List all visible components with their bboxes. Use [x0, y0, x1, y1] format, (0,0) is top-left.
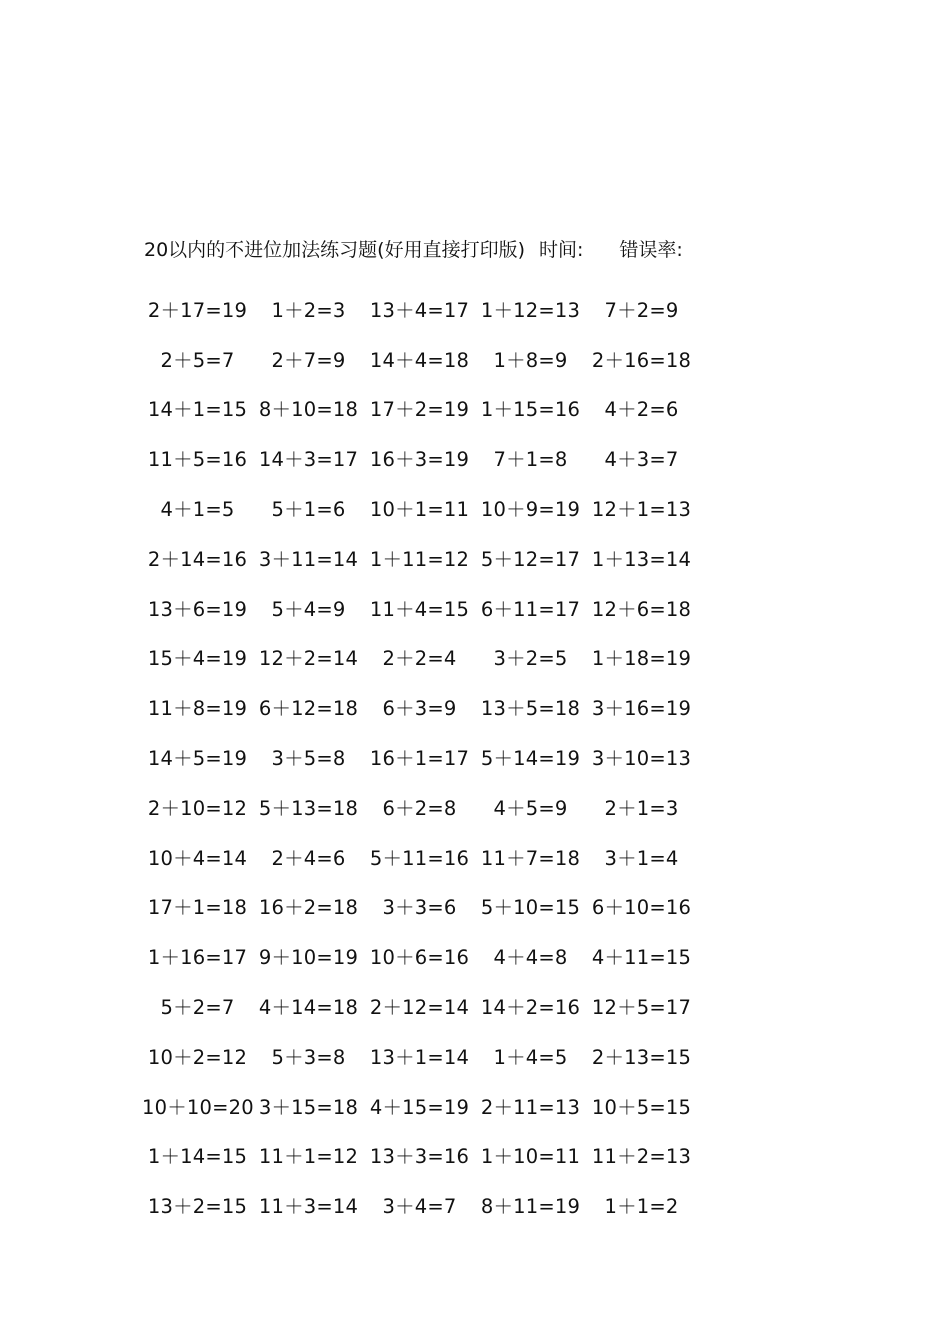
problem-item: 11＋8=19 — [147, 697, 248, 721]
problem-row — [142, 334, 722, 384]
problem-item: 3＋4=7 — [382, 1195, 457, 1219]
problem-item: 2＋4=6 — [271, 846, 346, 870]
problem-item: 16＋3=19 — [369, 448, 470, 472]
problem-row — [142, 981, 722, 1031]
problem-item: 1＋16=17 — [147, 946, 248, 970]
problem-item: 1＋4=5 — [493, 1045, 568, 1069]
time-label: 时间: — [539, 239, 584, 261]
problem-item: 13＋5=18 — [480, 697, 581, 721]
problem-item: 12＋6=18 — [591, 597, 692, 621]
problem-item: 3＋2=5 — [493, 647, 568, 671]
problem-item: 6＋3=9 — [382, 697, 457, 721]
problem-item: 14＋2=16 — [480, 996, 581, 1020]
problem-item: 10＋1=11 — [369, 498, 470, 522]
problem-item: 5＋14=19 — [480, 747, 581, 771]
problem-row — [142, 732, 722, 782]
problem-item: 3＋10=13 — [591, 747, 692, 771]
problem-item: 13＋2=15 — [147, 1195, 248, 1219]
problem-row — [142, 1131, 722, 1181]
worksheet-title: 20以内的不进位加法练习题(好用直接打印版) — [144, 239, 526, 261]
problem-item: 2＋16=18 — [591, 348, 692, 372]
problem-item: 4＋4=8 — [493, 946, 568, 970]
problem-item: 13＋1=14 — [369, 1045, 470, 1069]
problem-item: 2＋12=14 — [369, 996, 470, 1020]
problem-item: 5＋1=6 — [271, 498, 346, 522]
problem-item: 1＋8=9 — [493, 348, 568, 372]
problem-item: 16＋2=18 — [258, 896, 359, 920]
problem-item: 17＋1=18 — [147, 896, 248, 920]
problem-item: 11＋7=18 — [480, 846, 581, 870]
problem-item: 10＋2=12 — [147, 1045, 248, 1069]
problem-row — [142, 533, 722, 583]
problem-item: 1＋13=14 — [591, 547, 692, 571]
problem-item: 1＋2=3 — [271, 298, 346, 322]
problem-item: 17＋2=19 — [369, 398, 470, 422]
problem-item: 2＋7=9 — [271, 348, 346, 372]
problem-item: 7＋1=8 — [493, 448, 568, 472]
problem-item: 1＋18=19 — [591, 647, 692, 671]
problem-item: 3＋11=14 — [258, 547, 359, 571]
problem-grid — [142, 284, 722, 1230]
problem-item: 2＋17=19 — [147, 298, 248, 322]
problem-item: 3＋3=6 — [382, 896, 457, 920]
problem-item: 8＋10=18 — [258, 398, 359, 422]
problem-item: 11＋3=14 — [258, 1195, 359, 1219]
problem-item: 2＋14=16 — [147, 547, 248, 571]
problem-item: 12＋2=14 — [258, 647, 359, 671]
problem-item: 10＋10=20 — [142, 1095, 254, 1119]
problem-item: 11＋1=12 — [258, 1145, 359, 1169]
problem-item: 13＋6=19 — [147, 597, 248, 621]
problem-item: 14＋3=17 — [258, 448, 359, 472]
problem-row — [142, 682, 722, 732]
problem-item: 12＋1=13 — [591, 498, 692, 522]
problem-item: 15＋4=19 — [147, 647, 248, 671]
problem-item: 3＋1=4 — [604, 846, 679, 870]
problem-item: 6＋10=16 — [591, 896, 692, 920]
problem-item: 13＋4=17 — [369, 298, 470, 322]
problem-item: 4＋1=5 — [160, 498, 235, 522]
problem-item: 2＋2=4 — [382, 647, 457, 671]
problem-item: 3＋16=19 — [591, 697, 692, 721]
problem-item: 3＋5=8 — [271, 747, 346, 771]
problem-item: 1＋12=13 — [480, 298, 581, 322]
problem-item: 2＋13=15 — [591, 1045, 692, 1069]
problem-row — [142, 633, 722, 683]
problem-item: 5＋10=15 — [480, 896, 581, 920]
problem-item: 6＋11=17 — [480, 597, 581, 621]
error-rate-label: 错误率: — [619, 239, 683, 261]
problem-item: 4＋14=18 — [258, 996, 359, 1020]
problem-item: 3＋15=18 — [258, 1095, 359, 1119]
problem-row — [142, 583, 722, 633]
problem-row — [142, 384, 722, 434]
problem-row — [142, 782, 722, 832]
problem-item: 16＋1=17 — [369, 747, 470, 771]
problem-item: 11＋2=13 — [591, 1145, 692, 1169]
problem-item: 2＋5=7 — [160, 348, 235, 372]
problem-row — [142, 1180, 722, 1230]
worksheet-header — [144, 236, 683, 264]
problem-item: 1＋10=11 — [480, 1145, 581, 1169]
problem-item: 1＋1=2 — [604, 1195, 679, 1219]
problem-item: 10＋6=16 — [369, 946, 470, 970]
problem-item: 14＋4=18 — [369, 348, 470, 372]
problem-item: 5＋4=9 — [271, 597, 346, 621]
problem-item: 12＋5=17 — [591, 996, 692, 1020]
problem-item: 14＋5=19 — [147, 747, 248, 771]
problem-item: 5＋12=17 — [480, 547, 581, 571]
problem-item: 2＋11=13 — [480, 1095, 581, 1119]
problem-item: 10＋4=14 — [147, 846, 248, 870]
problem-row — [142, 1031, 722, 1081]
problem-row — [142, 1081, 722, 1131]
problem-item: 10＋5=15 — [591, 1095, 692, 1119]
problem-item: 6＋2=8 — [382, 796, 457, 820]
problem-row — [142, 832, 722, 882]
problem-row — [142, 433, 722, 483]
problem-item: 5＋11=16 — [369, 846, 470, 870]
problem-item: 1＋15=16 — [480, 398, 581, 422]
problem-row — [142, 284, 722, 334]
problem-item: 8＋11=19 — [480, 1195, 581, 1219]
problem-item: 4＋11=15 — [591, 946, 692, 970]
problem-item: 2＋1=3 — [604, 796, 679, 820]
problem-item: 4＋2=6 — [604, 398, 679, 422]
problem-item: 5＋13=18 — [258, 796, 359, 820]
problem-item: 5＋2=7 — [160, 996, 235, 1020]
problem-item: 1＋14=15 — [147, 1145, 248, 1169]
problem-item: 13＋3=16 — [369, 1145, 470, 1169]
problem-row — [142, 931, 722, 981]
problem-item: 2＋10=12 — [147, 796, 248, 820]
problem-item: 4＋3=7 — [604, 448, 679, 472]
problem-item: 5＋3=8 — [271, 1045, 346, 1069]
problem-row — [142, 483, 722, 533]
problem-item: 1＋11=12 — [369, 547, 470, 571]
problem-item: 7＋2=9 — [604, 298, 679, 322]
problem-row — [142, 882, 722, 932]
problem-item: 11＋5=16 — [147, 448, 248, 472]
problem-item: 4＋15=19 — [369, 1095, 470, 1119]
problem-item: 9＋10=19 — [258, 946, 359, 970]
problem-item: 6＋12=18 — [258, 697, 359, 721]
problem-item: 4＋5=9 — [493, 796, 568, 820]
problem-item: 11＋4=15 — [369, 597, 470, 621]
problem-item: 14＋1=15 — [147, 398, 248, 422]
problem-item: 10＋9=19 — [480, 498, 581, 522]
